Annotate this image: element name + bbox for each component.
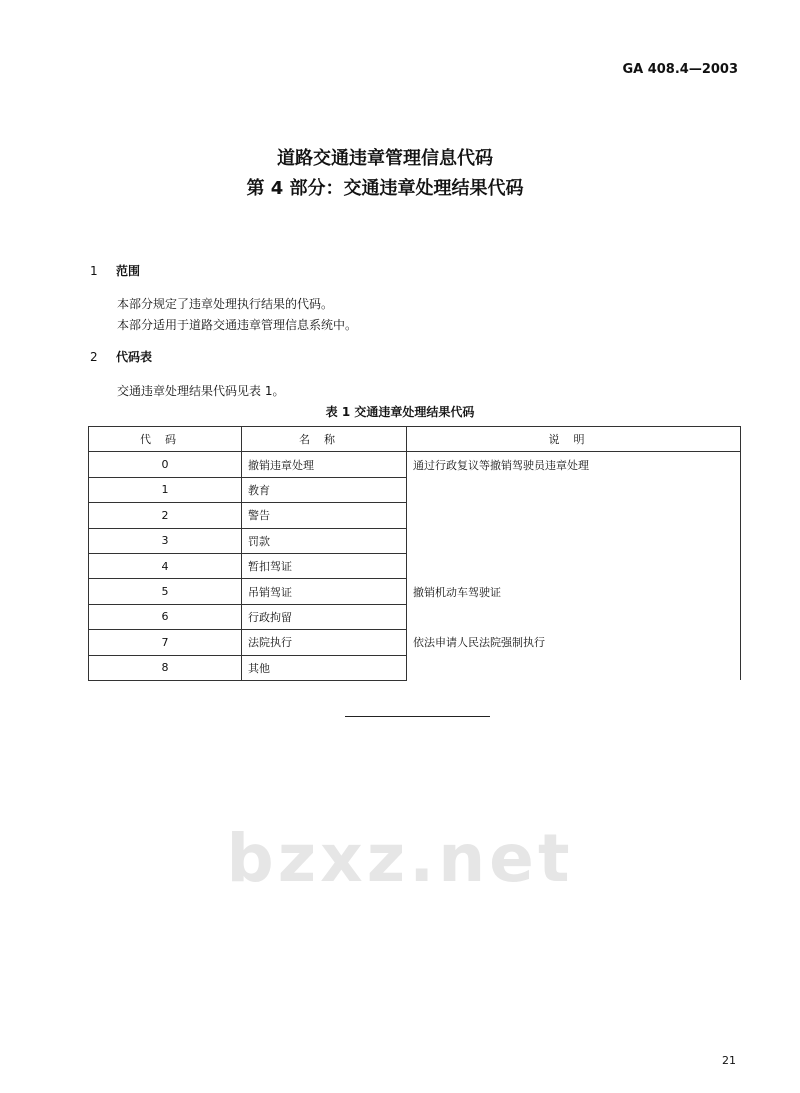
header-description: 说明 xyxy=(407,427,741,452)
section-2-heading xyxy=(90,348,152,365)
paragraph: 交通违章处理结果代码见表 1。 xyxy=(117,384,285,398)
cell-desc: 依法申请人民法院强制执行 xyxy=(407,630,741,655)
cell-name: 行政拘留 xyxy=(242,604,407,629)
title-line-2: 第 4 部分：交通违章处理结果代码 xyxy=(246,178,524,199)
cell-name: 其他 xyxy=(242,655,407,680)
section-title: 代码表 xyxy=(116,350,153,364)
table-row xyxy=(89,655,741,680)
cell-desc xyxy=(407,655,741,680)
header-name: 名称 xyxy=(242,427,407,452)
table-row xyxy=(89,452,741,477)
table-row xyxy=(89,553,741,578)
header-code: 代码 xyxy=(89,427,242,452)
end-rule xyxy=(345,716,490,717)
table-row xyxy=(89,630,741,655)
page-number: 21 xyxy=(722,1054,736,1067)
watermark: bzxz.net xyxy=(226,820,574,897)
cell-name: 警告 xyxy=(242,503,407,528)
section-number: 2 xyxy=(90,350,98,364)
cell-code: 3 xyxy=(89,528,242,553)
paragraph: 本部分规定了违章处理执行结果的代码。 xyxy=(117,297,334,311)
cell-code: 1 xyxy=(89,477,242,502)
paragraph: 本部分适用于道路交通违章管理信息系统中。 xyxy=(117,318,358,332)
table-row xyxy=(89,503,741,528)
cell-code: 2 xyxy=(89,503,242,528)
code-table xyxy=(88,426,741,681)
cell-code: 7 xyxy=(89,630,242,655)
section-number: 1 xyxy=(90,264,98,278)
cell-desc xyxy=(407,528,741,553)
cell-name: 罚款 xyxy=(242,528,407,553)
table-row xyxy=(89,528,741,553)
cell-code: 5 xyxy=(89,579,242,604)
cell-name: 暂扣驾证 xyxy=(242,553,407,578)
cell-name: 法院执行 xyxy=(242,630,407,655)
cell-code: 8 xyxy=(89,655,242,680)
standard-number: GA 408.4—2003 xyxy=(622,62,738,77)
cell-desc: 撤销机动车驾驶证 xyxy=(407,579,741,604)
table-caption: 表 1 交通违章处理结果代码 xyxy=(325,405,475,419)
section-1-heading xyxy=(90,262,140,279)
cell-desc: 通过行政复议等撤销驾驶员违章处理 xyxy=(407,452,741,477)
section-title: 范围 xyxy=(116,264,141,278)
cell-name: 吊销驾证 xyxy=(242,579,407,604)
cell-desc xyxy=(407,553,741,578)
cell-name: 撤销违章处理 xyxy=(242,452,407,477)
cell-name: 教育 xyxy=(242,477,407,502)
cell-desc xyxy=(407,503,741,528)
cell-code: 6 xyxy=(89,604,242,629)
table-row xyxy=(89,604,741,629)
cell-code: 4 xyxy=(89,553,242,578)
cell-desc xyxy=(407,604,741,629)
cell-desc xyxy=(407,477,741,502)
title-line-1: 道路交通违章管理信息代码 xyxy=(277,148,493,169)
table-row xyxy=(89,579,741,604)
cell-code: 0 xyxy=(89,452,242,477)
table-row xyxy=(89,477,741,502)
